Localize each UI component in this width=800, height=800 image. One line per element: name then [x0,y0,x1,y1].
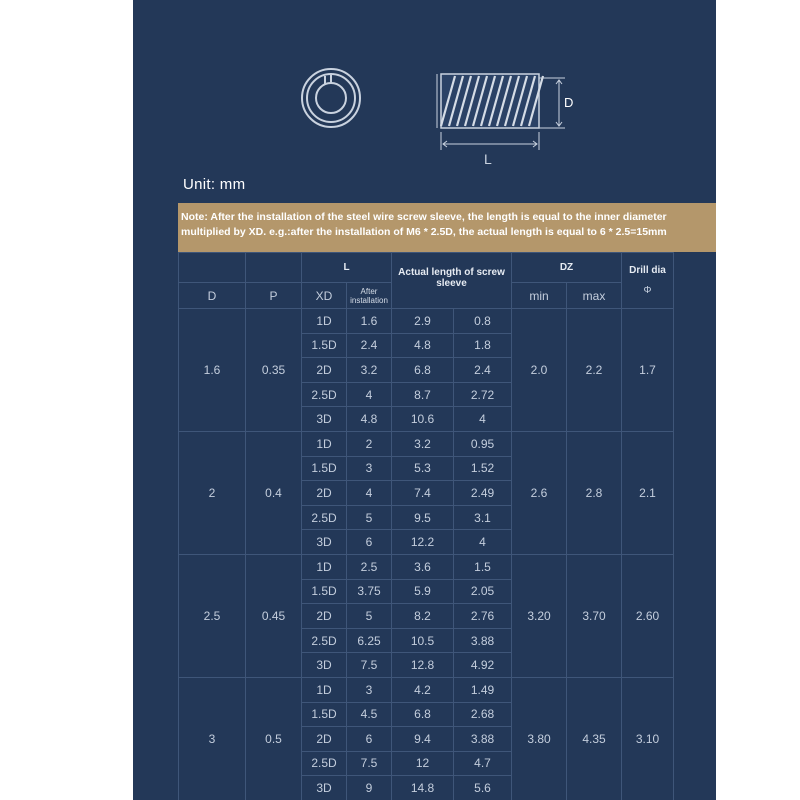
cell-xd: 1.5D [302,579,347,604]
spec-table [178,252,674,800]
cell-after-installation: 4 [347,382,392,407]
header-actual-length: Actual length of screw sleeve [392,253,512,309]
dimension-l-marker [441,132,539,150]
cell-after-installation: 3 [347,677,392,702]
cell-w: 10.6 [392,407,454,432]
cell-w: 14.8 [392,776,454,800]
installation-note [178,203,716,252]
cell-drill-dia: 3.10 [622,677,674,800]
cell-drill-dia: 1.7 [622,309,674,432]
cell-xd: 2D [302,358,347,383]
unit-label: Unit: mm [183,176,246,193]
cell-d: 2.5 [179,554,246,677]
header-phi: Φ [643,284,652,296]
cell-actual-length: 3.88 [454,727,512,752]
cell-d: 1.6 [179,309,246,432]
cell-xd: 1D [302,431,347,456]
cell-dz-min: 3.80 [512,677,567,800]
cell-after-installation: 7.5 [347,653,392,678]
header-after-installation: After installation [347,283,392,309]
header-d: D [179,283,246,309]
cell-after-installation: 6 [347,530,392,555]
table-row [179,677,674,702]
cell-w: 9.5 [392,505,454,530]
cell-after-installation: 5 [347,604,392,629]
cell-w: 5.9 [392,579,454,604]
cell-dz-max: 2.2 [567,309,622,432]
cell-xd: 3D [302,530,347,555]
cell-w: 2.9 [392,309,454,334]
cell-xd: 3D [302,407,347,432]
cell-after-installation: 5 [347,505,392,530]
cell-w: 12.2 [392,530,454,555]
threaded-sleeve-side-view-icon [437,74,543,128]
header-l: L [302,253,392,283]
header-blank-d [179,253,246,283]
cell-dz-min: 2.6 [512,431,567,554]
cell-xd: 3D [302,653,347,678]
header-dz: DZ [512,253,622,283]
cell-p: 0.5 [246,677,302,800]
cell-xd: 2D [302,481,347,506]
header-max: max [567,283,622,309]
note-line-2: multiplied by XD. e.g.:after the installation of M6 * 2.5D, the actual length is equal to 6 * 2.5=15mm [181,226,667,238]
cell-after-installation: 4.5 [347,702,392,727]
cell-w: 9.4 [392,727,454,752]
cell-drill-dia: 2.60 [622,554,674,677]
cell-w: 6.8 [392,358,454,383]
cell-dz-max: 4.35 [567,677,622,800]
cell-xd: 2.5D [302,505,347,530]
dimension-l-label: L [484,151,492,167]
cell-actual-length: 2.05 [454,579,512,604]
header-blank-p [246,253,302,283]
cell-dz-min: 2.0 [512,309,567,432]
cell-after-installation: 4.8 [347,407,392,432]
cell-after-installation: 3 [347,456,392,481]
table-row [179,309,674,334]
cell-p: 0.35 [246,309,302,432]
cell-after-installation: 3.2 [347,358,392,383]
cell-actual-length: 1.52 [454,456,512,481]
cell-after-installation: 6.25 [347,628,392,653]
cell-xd: 1D [302,677,347,702]
cell-w: 12 [392,751,454,776]
cell-w: 4.2 [392,677,454,702]
cell-w: 7.4 [392,481,454,506]
cell-w: 4.8 [392,333,454,358]
cell-w: 8.2 [392,604,454,629]
header-drill-group [622,253,674,309]
cell-w: 12.8 [392,653,454,678]
dimension-d-marker [539,78,565,128]
coil-insert-end-view-icon [302,69,360,127]
cell-actual-length: 2.76 [454,604,512,629]
cell-after-installation: 2 [347,431,392,456]
cell-after-installation: 1.6 [347,309,392,334]
cell-d: 3 [179,677,246,800]
cell-d: 2 [179,431,246,554]
cell-dz-min: 3.20 [512,554,567,677]
dimension-d-label: D [564,95,574,110]
cell-after-installation: 2.4 [347,333,392,358]
cell-actual-length: 4.92 [454,653,512,678]
cell-actual-length: 1.49 [454,677,512,702]
header-xd: XD [302,283,347,309]
cell-actual-length: 2.72 [454,382,512,407]
cell-drill-dia: 2.1 [622,431,674,554]
cell-actual-length: 2.68 [454,702,512,727]
cell-xd: 2D [302,727,347,752]
cell-xd: 1.5D [302,333,347,358]
note-line-1: Note: After the installation of the steel wire screw sleeve, the length is equal to the inner diameter [181,211,667,223]
cell-after-installation: 2.5 [347,554,392,579]
cell-actual-length: 1.5 [454,554,512,579]
cell-xd: 2.5D [302,382,347,407]
cell-after-installation: 6 [347,727,392,752]
cell-xd: 3D [302,776,347,800]
cell-xd: 1D [302,554,347,579]
diagram-area [133,0,716,170]
cell-actual-length: 5.6 [454,776,512,800]
cell-w: 8.7 [392,382,454,407]
cell-p: 0.4 [246,431,302,554]
cell-after-installation: 9 [347,776,392,800]
cell-after-installation: 7.5 [347,751,392,776]
cell-w: 3.6 [392,554,454,579]
cell-xd: 2D [302,604,347,629]
cell-actual-length: 4 [454,407,512,432]
cell-actual-length: 2.4 [454,358,512,383]
cell-w: 3.2 [392,431,454,456]
cell-w: 5.3 [392,456,454,481]
cell-p: 0.45 [246,554,302,677]
cell-dz-max: 2.8 [567,431,622,554]
cell-after-installation: 3.75 [347,579,392,604]
cell-actual-length: 0.95 [454,431,512,456]
cell-actual-length: 2.49 [454,481,512,506]
table-row [179,431,674,456]
header-min: min [512,283,567,309]
cell-xd: 1D [302,309,347,334]
header-drill: Drill dia [629,264,666,276]
cell-actual-length: 3.1 [454,505,512,530]
cell-dz-max: 3.70 [567,554,622,677]
cell-after-installation: 4 [347,481,392,506]
header-p: P [246,283,302,309]
cell-xd: 2.5D [302,751,347,776]
table-row [179,554,674,579]
cell-w: 10.5 [392,628,454,653]
cell-actual-length: 0.8 [454,309,512,334]
cell-xd: 1.5D [302,702,347,727]
header-row-1 [179,253,674,283]
cell-actual-length: 1.8 [454,333,512,358]
cell-actual-length: 3.88 [454,628,512,653]
cell-actual-length: 4.7 [454,751,512,776]
spec-sheet-panel [133,0,716,800]
cell-actual-length: 4 [454,530,512,555]
cell-xd: 2.5D [302,628,347,653]
cell-xd: 1.5D [302,456,347,481]
cell-w: 6.8 [392,702,454,727]
